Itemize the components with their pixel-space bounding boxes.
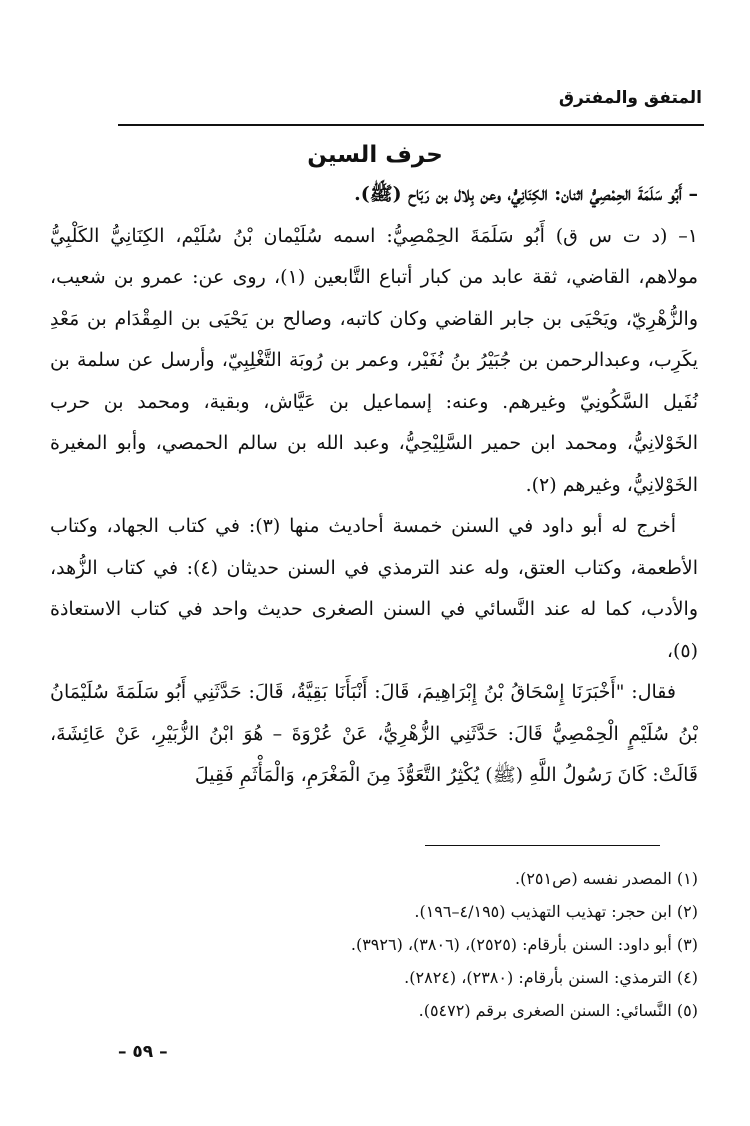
running-head: المتفق والمفترق — [558, 88, 702, 108]
footnote: (١) المصدر نفسه (ص٢٥١). — [514, 869, 698, 888]
footnote: (٥) النَّسائي: السنن الصغرى برقم (٥٤٧٢). — [418, 1001, 698, 1020]
page-number: – ٥٩ – — [118, 1042, 168, 1062]
entry-intro: – أَبُو سَلَمَةَ الحِمْصِيُّ اثنان: الكِنَانِيُّ، وعن بِلال بن رَبَاح (ﷺ). — [354, 183, 698, 205]
hadith-quote-paragraph: فقال: "أَخْبَرَنَا إِسْحَاقُ بْنُ إِبْرَاهِيمَ، قَالَ: أَنْبَأَنَا بَقِيَّةُ، قَالَ: حَدَّثَنِي أَبُو سَلَمَةَ سُلَيْمَانُ بْنُ سُلَيْمٍ الْحِمْصِيُّ قَالَ: حَدَّثَنِي الزُّهْرِيُّ، عَنْ عُرْوَةَ – هُوَ ابْنُ الزُّبَيْرِ، عَنْ عَائِشَةَ، قَالَتْ: كَانَ رَسُولُ اللَّهِ (ﷺ) يُكْثِرُ التَّعَوُّذَ مِنَ الْمَغْرَمِ، وَالْمَأْثَمِ فَقِيلَ — [50, 681, 698, 786]
sources-paragraph: أخرج له أبو داود في السنن خمسة أحاديث منها (٣): في كتاب الجهاد، وكتاب الأطعمة، وكتاب العتق، وله عند الترمذي في السنن حديثان (٤): في كتاب الزُّهد، والأدب، كما له عند النَّسائي في السنن الصغرى حديث واحد في كتاب الاستعاذة (٥)، — [50, 515, 698, 662]
footnote: (٢) ابن حجر: تهذيب التهذيب (٤/١٩٥–١٩٦). — [414, 902, 698, 921]
section-heading: حرف السين — [307, 142, 443, 168]
footnote: (٣) أبو داود: السنن بأرقام: (٢٥٢٥)، (٣٨٠٦)، (٣٩٢٦). — [350, 935, 698, 954]
body-text — [50, 172, 698, 797]
footnotes — [50, 862, 698, 1027]
footnote: (٤) الترمذي: السنن بأرقام: (٢٣٨٠)، (٢٨٢٤). — [404, 968, 698, 987]
header-rule — [118, 124, 704, 126]
footnote-rule — [425, 845, 660, 846]
biography-paragraph: ١– (د ت س ق) أَبُو سَلَمَةَ الحِمْصِيُّ: اسمه سُلَيْمان بْنُ سُلَيْم، الكِنَانِيُّ الكَلْبِيُّ مولاهم، القاضي، ثقة عابد من كبار أتباع التَّابعين (١)، روى عن: عمرو بن شعيب، والزُّهْرِيّ، ويَحْيَى بن جابر القاضي وكان كاتبه، وصالح بن يَحْيَى بن المِقْدَام بن مَعْدِ يكَرِب، وعبدالرحمن بن جُبَيْرُ بنُ نُفَيْر، وعمر بن رُوبَة التَّغْلِبِيّ، وأرسل عن سلمة بن نُفَيل السَّكُونِيّ وغيرهم. وعنه: إسماعيل بن عَيَّاش، وبقية، ومحمد بن حرب الخَوْلانِيُّ، ومحمد ابن حمير السَّلِيْحِيُّ، وعبد الله بن سالم الحمصي، وأبو المغيرة الخَوْلانِيُّ، وغيرهم (٢). — [50, 224, 698, 496]
